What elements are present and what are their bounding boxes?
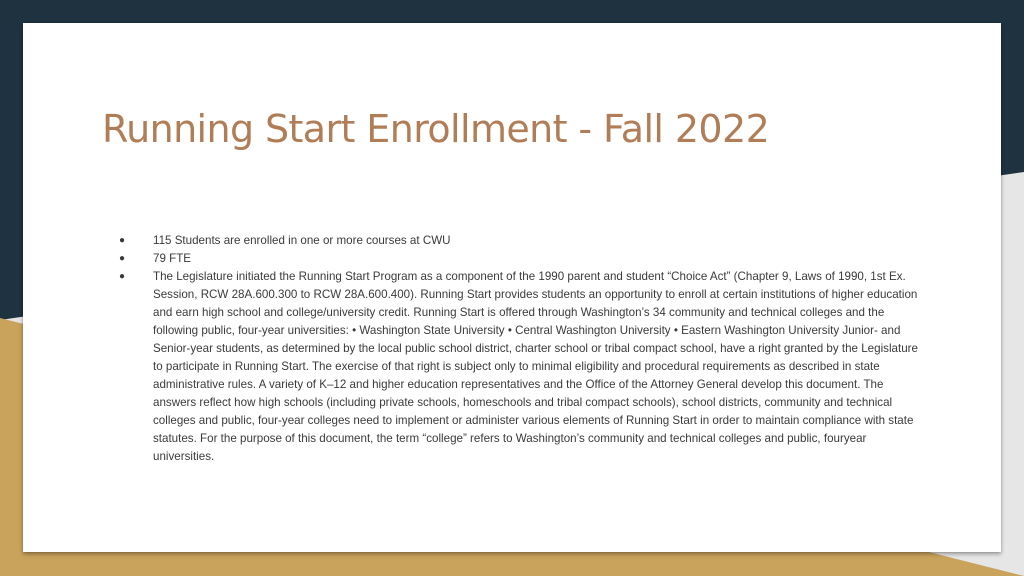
bullet-list (113, 232, 928, 466)
bullet-text: 115 Students are enrolled in one or more courses at CWU (153, 234, 451, 247)
bullet-item (113, 232, 928, 250)
bullet-item (113, 268, 928, 466)
bullet-text: 79 FTE (153, 252, 192, 265)
slide-title: Running Start Enrollment - Fall 2022 (102, 107, 770, 151)
bullet-dot-icon: ● (119, 271, 126, 282)
bullet-dot-icon: ● (119, 253, 126, 264)
bullet-dot-icon: ● (119, 235, 126, 246)
bullet-item (113, 250, 928, 268)
slide-card (23, 23, 1001, 552)
bullet-text: The Legislature initiated the Running Start Program as a component of the 1990 parent and student “Choice Act” (Chapter 9, Laws of 1990, 1st Ex. Session, RCW 28A.600.300 to RCW 28A.600.400). Running Start provides students an opportunity to enroll at certain institutions of higher education and earn high school and college/university credit. Running Start is offered through Washington’s 34 community and technical colleges and the following public, four-year universities: • Washington State University • Central Washington University • Eastern Washington University Junior- and Senior-year students, as determined by the local public school district, charter school or tribal compact school, have a right granted by the Legislature to participate in Running Start. The exercise of that right is subject only to minimal eligibility and procedural requirements as described in state administrative rules. A variety of K–12 and higher education representatives and the Office of the Attorney General develop this document. The answers reflect how high schools (including private schools, homeschools and tribal compact schools), school districts, community and technical colleges and public, four-year colleges need to implement or administer various elements of Running Start in order to maintain compliance with state statutes. For the purpose of this document, the term “college” refers to Washington’s community and technical colleges and public, fouryear universities. (153, 270, 918, 463)
